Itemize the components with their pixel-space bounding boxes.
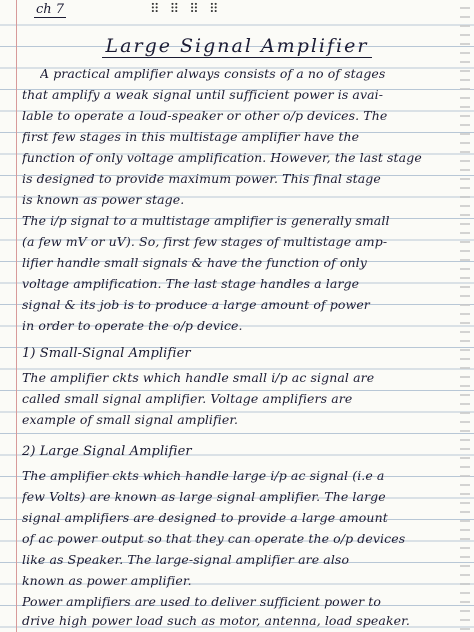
margin-line [16, 0, 17, 632]
text-line: of ac power output so that they can operate the o/p devices [22, 531, 406, 546]
text-line: The amplifier ckts which handle large i/p ac signal (i.e a [22, 468, 385, 483]
text-line: The i/p signal to a multistage amplifier is generally small [22, 213, 390, 228]
section-heading-text: 2) Large Signal Amplifier [22, 444, 192, 459]
text-line: function of only voltage amplification. However, the last stage [22, 150, 422, 165]
text-line: known as power amplifier. [22, 573, 192, 588]
punched-dots: ⠿ ⠿ ⠿ ⠿ [150, 2, 222, 17]
section-heading-text: 1) Small-Signal Amplifier [22, 346, 191, 361]
title-text: Large Signal Amplifier [102, 35, 373, 58]
text-line: few Volts) are known as large signal amplifier. The large [22, 489, 386, 504]
text-line: A practical amplifier always consists of a no of stages [40, 66, 386, 81]
text-line: (a few mV or uV). So, first few stages of multistage amp- [22, 234, 388, 249]
text-line: like as Speaker. The large-signal amplifier are also [22, 552, 350, 567]
text-line: signal & its job is to produce a large amount of power [22, 297, 370, 312]
text-line: signal amplifiers are designed to provide a large amount [22, 510, 388, 525]
text-line: The amplifier ckts which handle small i/p ac signal are [22, 370, 375, 385]
chapter-label: ch 7 [36, 2, 65, 17]
section-heading-large-signal [22, 444, 460, 459]
text-line: drive high power load such as motor, antenna, load speaker. [22, 613, 410, 628]
text-line: Power amplifiers are used to deliver sufficient power to [22, 594, 382, 609]
text-line: lable to operate a loud-speaker or other o/p devices. The [22, 108, 388, 123]
text-line: is designed to provide maximum power. This final stage [22, 171, 381, 186]
binding-holes [460, 0, 470, 632]
page-title [0, 35, 474, 57]
text-line: that amplify a weak signal until sufficient power is avai- [22, 87, 384, 102]
text-line: is known as power stage. [22, 192, 185, 207]
text-line: first few stages in this multistage amplifier have the [22, 129, 360, 144]
text-line: in order to operate the o/p device. [22, 318, 243, 333]
text-line: lifier handle small signals & have the function of only [22, 255, 367, 270]
text-line: example of small signal amplifier. [22, 412, 239, 427]
section-heading-small-signal [22, 346, 460, 361]
text-line: called small signal amplifier. Voltage amplifiers are [22, 391, 353, 406]
text-line: voltage amplification. The last stage handles a large [22, 276, 360, 291]
